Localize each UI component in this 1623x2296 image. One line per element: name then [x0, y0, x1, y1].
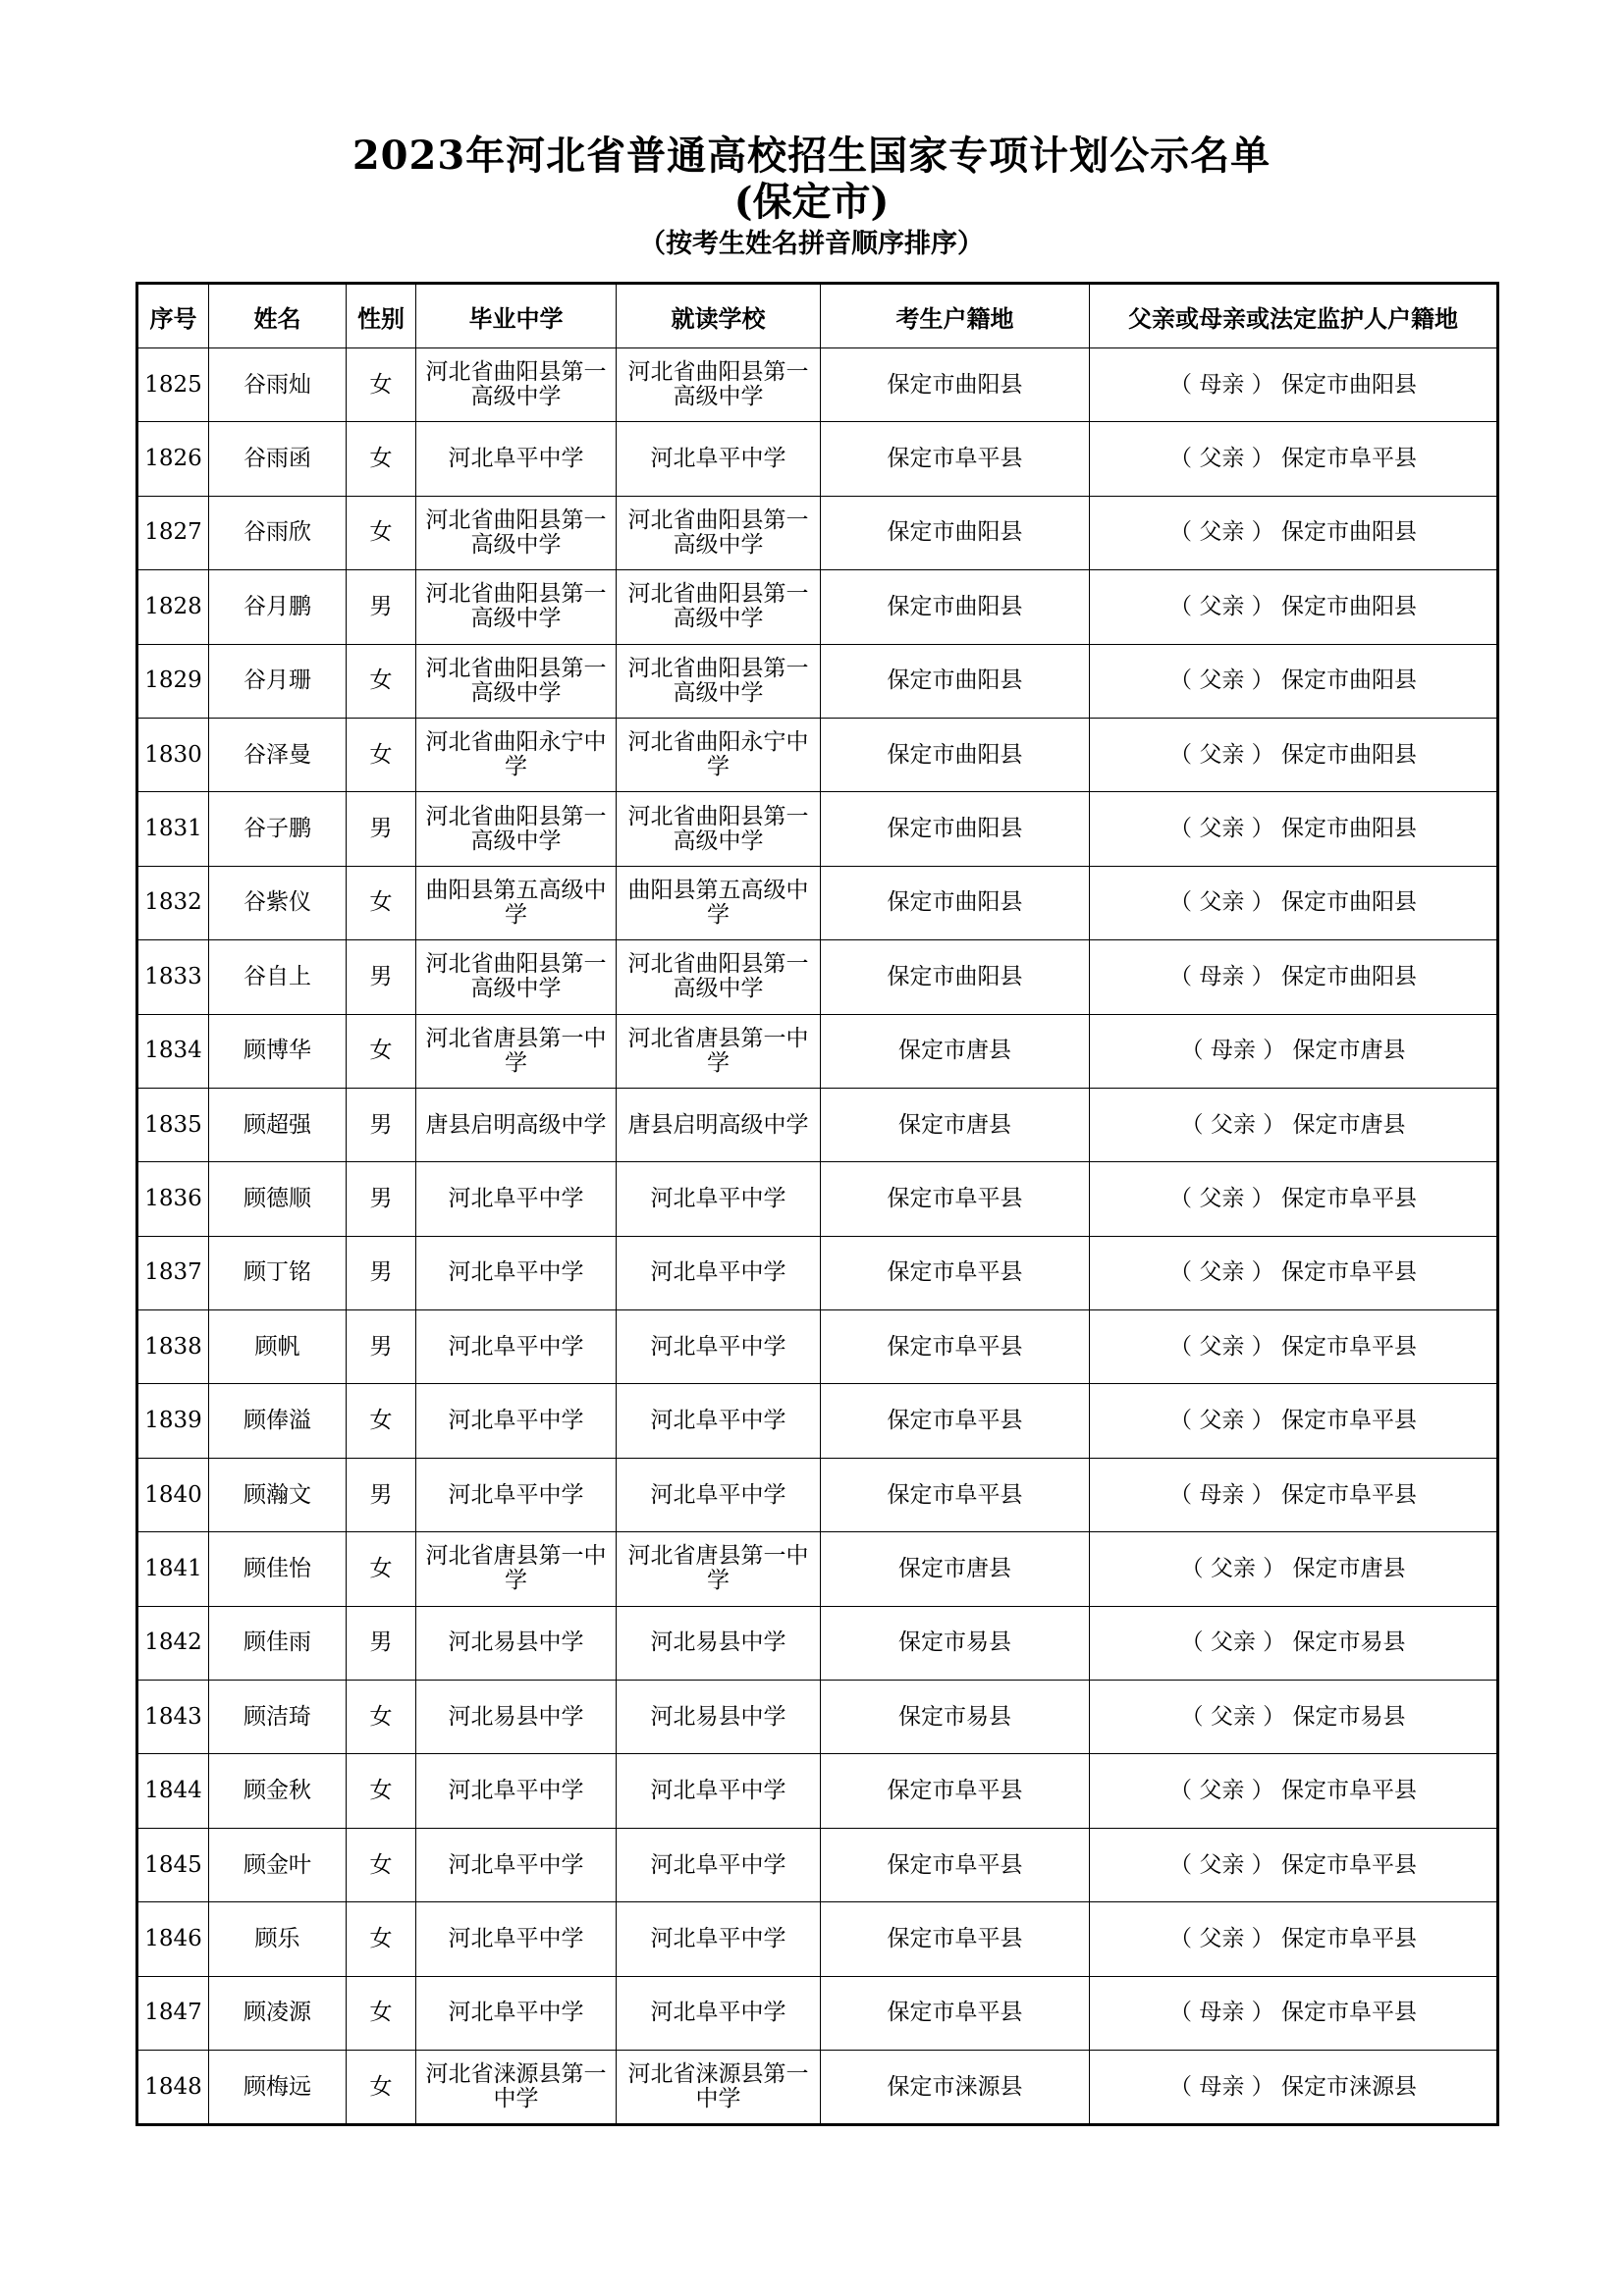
cell-graduated-school: 河北阜平中学 [416, 1384, 617, 1458]
cell-guardian-registration: （ 父亲 ） 保定市曲阳县 [1090, 644, 1498, 718]
cell-graduated-school: 河北省曲阳县第一高级中学 [416, 348, 617, 422]
roster-table [135, 282, 1499, 2126]
cell-index: 1834 [137, 1014, 209, 1088]
cell-current-school: 河北省曲阳县第一高级中学 [617, 348, 821, 422]
cell-current-school: 河北阜平中学 [617, 1902, 821, 1976]
cell-current-school: 河北阜平中学 [617, 1976, 821, 2050]
table-row [137, 1976, 1498, 2050]
cell-name: 谷雨灿 [209, 348, 347, 422]
cell-graduated-school: 河北阜平中学 [416, 1902, 617, 1976]
cell-name: 谷雨欣 [209, 496, 347, 569]
table-row [137, 496, 1498, 569]
cell-household-registration: 保定市曲阳县 [821, 644, 1090, 718]
cell-household-registration: 保定市阜平县 [821, 1458, 1090, 1531]
cell-household-registration: 保定市唐县 [821, 1532, 1090, 1606]
table-row [137, 1754, 1498, 1828]
cell-name: 顾梅远 [209, 2050, 347, 2124]
cell-household-registration: 保定市曲阳县 [821, 866, 1090, 939]
cell-graduated-school: 河北阜平中学 [416, 1754, 617, 1828]
table-row [137, 1310, 1498, 1384]
cell-guardian-registration: （ 父亲 ） 保定市易县 [1090, 1606, 1498, 1680]
cell-index: 1842 [137, 1606, 209, 1680]
header-row [137, 284, 1498, 348]
cell-index: 1831 [137, 792, 209, 866]
cell-current-school: 河北省涞源县第一中学 [617, 2050, 821, 2124]
cell-name: 谷子鹏 [209, 792, 347, 866]
cell-graduated-school: 唐县启明高级中学 [416, 1088, 617, 1161]
cell-current-school: 河北省曲阳县第一高级中学 [617, 644, 821, 718]
cell-graduated-school: 河北易县中学 [416, 1606, 617, 1680]
table-row [137, 1458, 1498, 1531]
cell-graduated-school: 河北阜平中学 [416, 1162, 617, 1236]
cell-index: 1843 [137, 1681, 209, 1754]
cell-index: 1832 [137, 866, 209, 939]
table-row [137, 1828, 1498, 1901]
cell-index: 1839 [137, 1384, 209, 1458]
table-row [137, 866, 1498, 939]
cell-index: 1836 [137, 1162, 209, 1236]
cell-current-school: 河北易县中学 [617, 1606, 821, 1680]
cell-gender: 男 [347, 940, 416, 1014]
table-row [137, 940, 1498, 1014]
table-row [137, 2050, 1498, 2124]
cell-name: 顾佳怡 [209, 1532, 347, 1606]
table-row [137, 1014, 1498, 1088]
cell-gender: 女 [347, 348, 416, 422]
cell-index: 1840 [137, 1458, 209, 1531]
table-body [137, 348, 1498, 2125]
cell-current-school: 河北省曲阳县第一高级中学 [617, 496, 821, 569]
cell-household-registration: 保定市阜平县 [821, 1384, 1090, 1458]
cell-guardian-registration: （ 父亲 ） 保定市唐县 [1090, 1088, 1498, 1161]
cell-guardian-registration: （ 母亲 ） 保定市曲阳县 [1090, 940, 1498, 1014]
cell-household-registration: 保定市曲阳县 [821, 570, 1090, 644]
cell-name: 顾博华 [209, 1014, 347, 1088]
document-header [0, 133, 1623, 262]
cell-graduated-school: 河北阜平中学 [416, 1236, 617, 1309]
cell-current-school: 河北省曲阳县第一高级中学 [617, 940, 821, 1014]
cell-graduated-school: 曲阳县第五高级中学 [416, 866, 617, 939]
cell-gender: 男 [347, 1236, 416, 1309]
cell-name: 顾金秋 [209, 1754, 347, 1828]
cell-guardian-registration: （ 父亲 ） 保定市曲阳县 [1090, 496, 1498, 569]
cell-household-registration: 保定市阜平县 [821, 1902, 1090, 1976]
cell-current-school: 河北阜平中学 [617, 1384, 821, 1458]
col-header-graduated-school: 毕业中学 [416, 284, 617, 348]
cell-guardian-registration: （ 父亲 ） 保定市阜平县 [1090, 1902, 1498, 1976]
cell-gender: 女 [347, 718, 416, 791]
cell-current-school: 河北省曲阳永宁中学 [617, 718, 821, 791]
cell-name: 谷泽曼 [209, 718, 347, 791]
cell-name: 顾佳雨 [209, 1606, 347, 1680]
cell-name: 谷自上 [209, 940, 347, 1014]
cell-graduated-school: 河北阜平中学 [416, 1828, 617, 1901]
cell-current-school: 河北阜平中学 [617, 1236, 821, 1309]
cell-name: 顾俸溢 [209, 1384, 347, 1458]
col-header-name: 姓名 [209, 284, 347, 348]
cell-index: 1841 [137, 1532, 209, 1606]
cell-household-registration: 保定市阜平县 [821, 422, 1090, 496]
cell-current-school: 河北阜平中学 [617, 422, 821, 496]
cell-guardian-registration: （ 父亲 ） 保定市阜平县 [1090, 1384, 1498, 1458]
cell-gender: 男 [347, 1458, 416, 1531]
cell-current-school: 河北省曲阳县第一高级中学 [617, 570, 821, 644]
cell-name: 顾德顺 [209, 1162, 347, 1236]
col-header-gender: 性别 [347, 284, 416, 348]
cell-gender: 女 [347, 866, 416, 939]
cell-guardian-registration: （ 父亲 ） 保定市阜平县 [1090, 1754, 1498, 1828]
table-header [137, 284, 1498, 348]
cell-name: 顾洁琦 [209, 1681, 347, 1754]
cell-graduated-school: 河北易县中学 [416, 1681, 617, 1754]
col-header-household-registration: 考生户籍地 [821, 284, 1090, 348]
cell-name: 顾丁铭 [209, 1236, 347, 1309]
cell-index: 1827 [137, 496, 209, 569]
cell-index: 1846 [137, 1902, 209, 1976]
cell-index: 1825 [137, 348, 209, 422]
cell-guardian-registration: （ 父亲 ） 保定市易县 [1090, 1681, 1498, 1754]
table-row [137, 570, 1498, 644]
cell-gender: 男 [347, 570, 416, 644]
cell-index: 1835 [137, 1088, 209, 1161]
table-row [137, 644, 1498, 718]
cell-guardian-registration: （ 父亲 ） 保定市曲阳县 [1090, 570, 1498, 644]
cell-guardian-registration: （ 母亲 ） 保定市阜平县 [1090, 1976, 1498, 2050]
cell-current-school: 河北易县中学 [617, 1681, 821, 1754]
cell-guardian-registration: （ 母亲 ） 保定市涞源县 [1090, 2050, 1498, 2124]
cell-name: 谷月鹏 [209, 570, 347, 644]
cell-name: 顾瀚文 [209, 1458, 347, 1531]
table-row [137, 1681, 1498, 1754]
table-row [137, 718, 1498, 791]
cell-gender: 男 [347, 1088, 416, 1161]
col-header-index: 序号 [137, 284, 209, 348]
cell-current-school: 河北阜平中学 [617, 1828, 821, 1901]
cell-guardian-registration: （ 父亲 ） 保定市曲阳县 [1090, 866, 1498, 939]
cell-household-registration: 保定市曲阳县 [821, 348, 1090, 422]
cell-household-registration: 保定市阜平县 [821, 1162, 1090, 1236]
cell-gender: 女 [347, 1754, 416, 1828]
cell-household-registration: 保定市阜平县 [821, 1310, 1090, 1384]
cell-graduated-school: 河北省曲阳永宁中学 [416, 718, 617, 791]
cell-gender: 女 [347, 1976, 416, 2050]
cell-gender: 女 [347, 422, 416, 496]
cell-guardian-registration: （ 父亲 ） 保定市唐县 [1090, 1532, 1498, 1606]
cell-guardian-registration: （ 母亲 ） 保定市唐县 [1090, 1014, 1498, 1088]
cell-gender: 男 [347, 792, 416, 866]
cell-household-registration: 保定市阜平县 [821, 1976, 1090, 2050]
table-row [137, 792, 1498, 866]
table-row [137, 422, 1498, 496]
sort-note: （按考生姓名拼音顺序排序） [639, 229, 984, 259]
col-header-current-school: 就读学校 [617, 284, 821, 348]
cell-name: 顾帆 [209, 1310, 347, 1384]
page-title: 2023年河北省普通高校招生国家专项计划公示名单 [352, 133, 1271, 179]
cell-household-registration: 保定市曲阳县 [821, 940, 1090, 1014]
cell-graduated-school: 河北阜平中学 [416, 422, 617, 496]
cell-guardian-registration: （ 父亲 ） 保定市曲阳县 [1090, 792, 1498, 866]
cell-gender: 女 [347, 1014, 416, 1088]
cell-graduated-school: 河北省曲阳县第一高级中学 [416, 570, 617, 644]
cell-graduated-school: 河北省唐县第一中学 [416, 1532, 617, 1606]
cell-gender: 女 [347, 1384, 416, 1458]
cell-gender: 男 [347, 1606, 416, 1680]
cell-guardian-registration: （ 母亲 ） 保定市阜平县 [1090, 1458, 1498, 1531]
cell-household-registration: 保定市易县 [821, 1606, 1090, 1680]
cell-index: 1826 [137, 422, 209, 496]
cell-current-school: 河北阜平中学 [617, 1754, 821, 1828]
cell-graduated-school: 河北省唐县第一中学 [416, 1014, 617, 1088]
cell-index: 1829 [137, 644, 209, 718]
cell-guardian-registration: （ 父亲 ） 保定市阜平县 [1090, 1236, 1498, 1309]
table-row [137, 1236, 1498, 1309]
cell-household-registration: 保定市易县 [821, 1681, 1090, 1754]
cell-index: 1845 [137, 1828, 209, 1901]
cell-gender: 女 [347, 496, 416, 569]
cell-gender: 男 [347, 1162, 416, 1236]
cell-household-registration: 保定市曲阳县 [821, 718, 1090, 791]
cell-name: 顾凌源 [209, 1976, 347, 2050]
cell-index: 1833 [137, 940, 209, 1014]
cell-graduated-school: 河北阜平中学 [416, 1458, 617, 1531]
cell-name: 顾超强 [209, 1088, 347, 1161]
cell-name: 顾金叶 [209, 1828, 347, 1901]
cell-graduated-school: 河北阜平中学 [416, 1310, 617, 1384]
cell-gender: 女 [347, 1532, 416, 1606]
cell-index: 1838 [137, 1310, 209, 1384]
cell-graduated-school: 河北省曲阳县第一高级中学 [416, 792, 617, 866]
cell-current-school: 唐县启明高级中学 [617, 1088, 821, 1161]
cell-household-registration: 保定市唐县 [821, 1014, 1090, 1088]
cell-household-registration: 保定市曲阳县 [821, 792, 1090, 866]
cell-graduated-school: 河北省曲阳县第一高级中学 [416, 496, 617, 569]
cell-guardian-registration: （ 父亲 ） 保定市阜平县 [1090, 1162, 1498, 1236]
col-header-guardian-registration: 父亲或母亲或法定监护人户籍地 [1090, 284, 1498, 348]
cell-name: 顾乐 [209, 1902, 347, 1976]
cell-index: 1847 [137, 1976, 209, 2050]
cell-guardian-registration: （ 父亲 ） 保定市阜平县 [1090, 422, 1498, 496]
cell-household-registration: 保定市曲阳县 [821, 496, 1090, 569]
table-row [137, 1088, 1498, 1161]
cell-guardian-registration: （ 母亲 ） 保定市曲阳县 [1090, 348, 1498, 422]
cell-guardian-registration: （ 父亲 ） 保定市曲阳县 [1090, 718, 1498, 791]
cell-name: 谷雨函 [209, 422, 347, 496]
cell-index: 1844 [137, 1754, 209, 1828]
cell-graduated-school: 河北阜平中学 [416, 1976, 617, 2050]
cell-current-school: 河北阜平中学 [617, 1162, 821, 1236]
cell-household-registration: 保定市唐县 [821, 1088, 1090, 1161]
cell-household-registration: 保定市阜平县 [821, 1236, 1090, 1309]
table-row [137, 1162, 1498, 1236]
cell-index: 1848 [137, 2050, 209, 2124]
cell-graduated-school: 河北省曲阳县第一高级中学 [416, 940, 617, 1014]
cell-gender: 男 [347, 1310, 416, 1384]
cell-index: 1830 [137, 718, 209, 791]
cell-graduated-school: 河北省涞源县第一中学 [416, 2050, 617, 2124]
cell-guardian-registration: （ 父亲 ） 保定市阜平县 [1090, 1828, 1498, 1901]
cell-household-registration: 保定市涞源县 [821, 2050, 1090, 2124]
cell-household-registration: 保定市阜平县 [821, 1828, 1090, 1901]
cell-guardian-registration: （ 父亲 ） 保定市阜平县 [1090, 1310, 1498, 1384]
cell-current-school: 河北阜平中学 [617, 1310, 821, 1384]
cell-index: 1828 [137, 570, 209, 644]
cell-current-school: 河北阜平中学 [617, 1458, 821, 1531]
cell-graduated-school: 河北省曲阳县第一高级中学 [416, 644, 617, 718]
page-subtitle: (保定市) [733, 179, 890, 225]
cell-current-school: 河北省曲阳县第一高级中学 [617, 792, 821, 866]
cell-gender: 女 [347, 644, 416, 718]
table-row [137, 1384, 1498, 1458]
cell-gender: 女 [347, 1828, 416, 1901]
table-row [137, 1902, 1498, 1976]
cell-current-school: 河北省唐县第一中学 [617, 1532, 821, 1606]
table-row [137, 1532, 1498, 1606]
table-row [137, 1606, 1498, 1680]
cell-household-registration: 保定市阜平县 [821, 1754, 1090, 1828]
cell-current-school: 曲阳县第五高级中学 [617, 866, 821, 939]
cell-gender: 女 [347, 2050, 416, 2124]
table-row [137, 348, 1498, 422]
cell-gender: 女 [347, 1681, 416, 1754]
cell-index: 1837 [137, 1236, 209, 1309]
cell-name: 谷月珊 [209, 644, 347, 718]
cell-name: 谷紫仪 [209, 866, 347, 939]
cell-current-school: 河北省唐县第一中学 [617, 1014, 821, 1088]
cell-gender: 女 [347, 1902, 416, 1976]
